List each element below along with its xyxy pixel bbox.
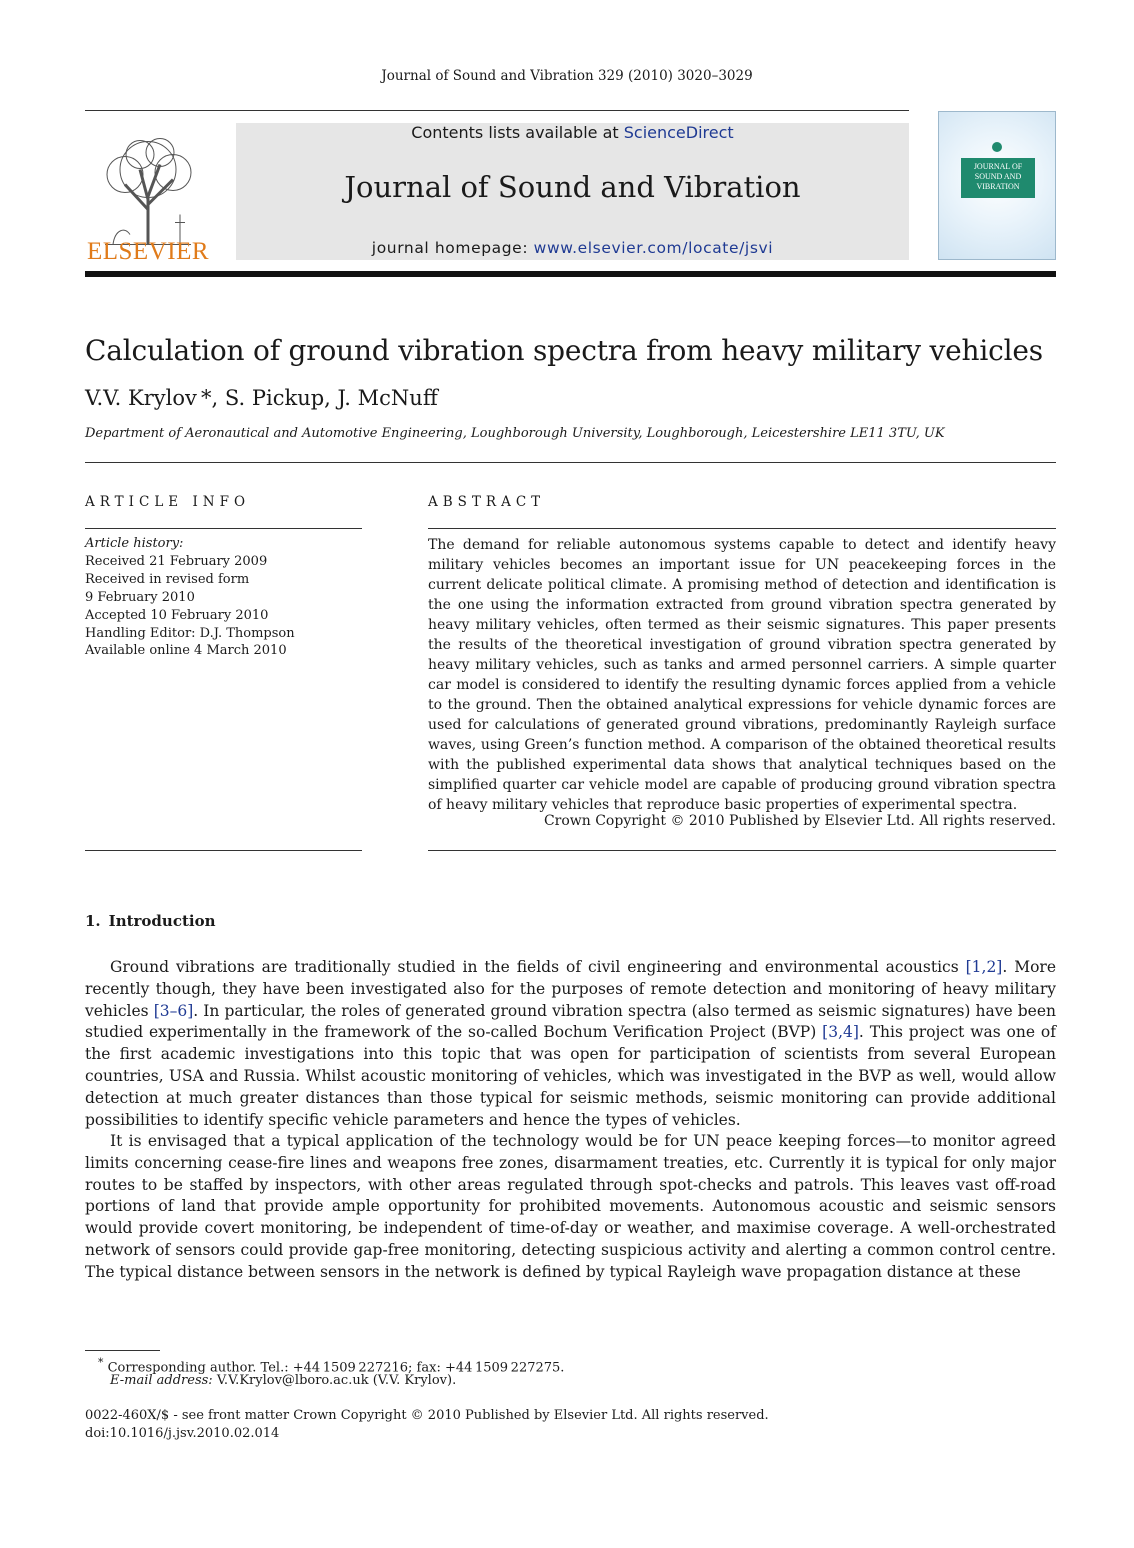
divider — [85, 850, 362, 851]
affiliation: Department of Aeronautical and Automotive Engineering, Loughborough University, Loughborough, Leicestershire LE11 3TU, UK — [85, 426, 945, 441]
homepage-prefix: journal homepage: — [371, 239, 534, 257]
corresponding-text: Corresponding author. Tel.: +44 1509 227216; fax: +44 1509 227275. — [107, 1360, 565, 1376]
text-run: . In particular, the roles of generated ground vibration spectra (also termed as seismic signatures) have been studied experimentally in the framework of the so-called Bochum Verification Project (BVP) — [85, 1001, 1057, 1042]
text-run: . More recently though, they have been investigated also for the purposes of remote detection and monitoring of heavy military vehicles — [85, 958, 1057, 1020]
cover-emblem-icon — [992, 142, 1002, 152]
divider — [428, 528, 1056, 529]
article-history — [85, 535, 362, 660]
text-run: . This project was one of the first academic investigations into this topic that was open for participation of scientists from several European countries, USA and Russia. Whilst acoustic monitoring of vehicles, which was investigated in the BVP as well, would allow detection at much greater distances than those typical for seismic methods, seismic monitoring can provide additional possibilities to identify specific vehicle parameters and hence the types of vehicles. — [85, 1023, 1056, 1129]
abstract-copyright: Crown Copyright © 2010 Published by Elsevier Ltd. All rights reserved. — [543, 813, 1056, 829]
running-head: Journal of Sound and Vibration 329 (2010) 3020–3029 — [381, 68, 753, 84]
intro-paragraph-2: It is envisaged that a typical application of the technology would be for UN peace keeping forces—to monitor agreed limits concerning cease-fire lines and weapons free zones, disarmament treaties, etc. Currently it is typical for only major routes to be staffed by inspectors, with other areas regulated through spot-checks and patrols. This leaves vast off-road portions of land that provide ample opportunity for prohibited movements. Autonomous acoustic and seismic sensors would provide covert monitoring, be independent of time-of-day or weather, and maximise coverage. A well-orchestrated network of sensors could provide gap-free monitoring, detecting suspicious activity and alerting a common control centre. The typical distance between sensors in the network is defined by typical Rayleigh wave propagation distance at these — [85, 1132, 1056, 1281]
elsevier-wordmark[interactable]: ELSEVIER — [86, 238, 210, 265]
doi-line[interactable]: doi:10.1016/j.jsv.2010.02.014 — [85, 1426, 280, 1441]
sciencedirect-link[interactable]: ScienceDirect — [623, 123, 734, 142]
abstract-text: The demand for reliable autonomous systems capable to detect and identify heavy military vehicles becomes an important issue for UN peacekeeping forces in the current delicate political climate. A promising method of detection and identification is the one using the information extracted from ground vibration spectra generated by heavy military vehicles, often termed as their seismic signatures. This paper presents the results of the theoretical investigation of ground vibration spectra generated by heavy military vehicles, such as tanks and armed personnel carriers. A simple quarter car model is considered to identify the resulting dynamic forces applied from a vehicle to the ground. Then the obtained analytical expressions for vehicle dynamic forces are used for calculations of generated ground vibrations, predominantly Rayleigh surface waves, using Green’s function method. A comparison of the obtained theoretical results with the published experimental data shows that analytical techniques based on the simplified quarter car vehicle model are capable of producing ground vibration spectra of heavy military vehicles that reproduce basic properties of experimental spectra. — [428, 537, 1056, 813]
contents-prefix: Contents lists available at — [411, 123, 624, 142]
homepage-line — [236, 239, 909, 257]
history-item: Received in revised form — [85, 571, 250, 587]
footnote-rule — [85, 1350, 160, 1351]
citation-link[interactable]: [1,2] — [965, 958, 1003, 976]
homepage-link[interactable]: www.elsevier.com/locate/jsvi — [533, 239, 774, 257]
divider — [85, 528, 362, 529]
header-thick-rule — [85, 271, 1056, 277]
section-number: 1. — [85, 912, 101, 930]
divider — [85, 462, 1056, 463]
footnote-email — [110, 1372, 456, 1390]
authors: V.V. Krylov *, S. Pickup, J. McNuff — [85, 386, 438, 410]
footnote-marker: * — [98, 1356, 104, 1369]
history-item: Accepted 10 February 2010 — [85, 607, 269, 623]
article-title: Calculation of ground vibration spectra from heavy military vehicles — [85, 334, 1043, 367]
contents-line — [236, 123, 909, 142]
history-item: Received 21 February 2009 — [85, 553, 268, 569]
divider — [428, 850, 1056, 851]
section-heading-introduction — [85, 912, 216, 930]
text-run: Ground vibrations are traditionally studied in the fields of civil engineering and environmental acoustics — [110, 958, 966, 976]
article-info-heading: ARTICLE INFO — [85, 494, 251, 510]
journal-title: Journal of Sound and Vibration — [344, 170, 801, 204]
abstract-heading: ABSTRACT — [428, 494, 546, 510]
history-label: Article history: — [85, 536, 184, 551]
header-rule — [85, 110, 909, 111]
section-title: Introduction — [108, 912, 216, 930]
citation-link[interactable]: [3,4] — [822, 1023, 859, 1042]
history-item: Handling Editor: D.J. Thompson — [85, 625, 295, 641]
history-item: Available online 4 March 2010 — [85, 643, 287, 659]
front-matter-line: 0022-460X/$ - see front matter Crown Copyright © 2010 Published by Elsevier Ltd. All rights reserved. — [85, 1408, 769, 1423]
cover-title-box: JOURNAL OF SOUND AND VIBRATION — [961, 158, 1035, 198]
intro-paragraph-1 — [85, 957, 1056, 1131]
email-address[interactable]: V.V.Krylov@lboro.ac.uk (V.V. Krylov). — [212, 1373, 457, 1388]
email-label: E-mail address: — [110, 1373, 213, 1388]
history-item: 9 February 2010 — [85, 589, 195, 605]
citation-link[interactable]: [3–6] — [153, 1001, 194, 1020]
